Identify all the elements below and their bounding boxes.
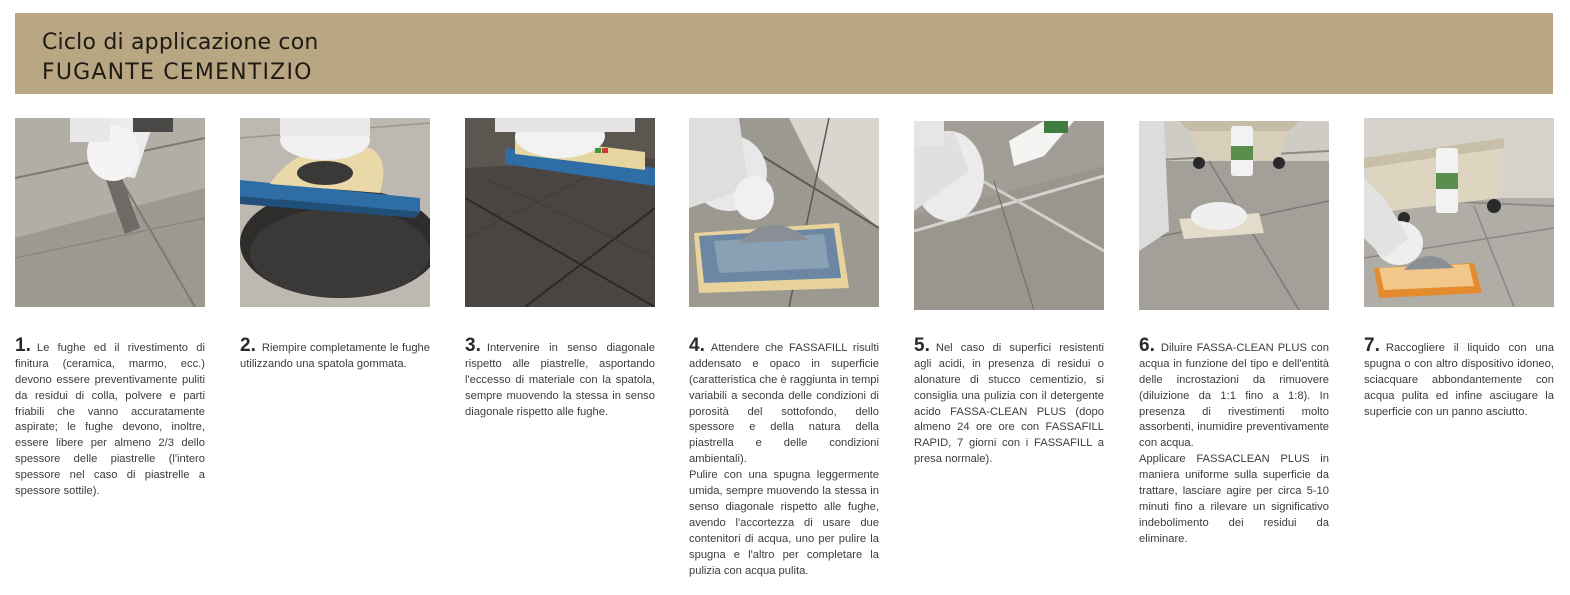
header-title-line2: FUGANTE CEMENTIZIO	[42, 60, 313, 85]
step-3-text	[465, 324, 655, 420]
step-6-body: Diluire FASSA-CLEAN PLUS con acqua in funzione del tipo e dell'entità delle incrostazioni da rimuovere (diluizione da 1:1 fino a 1:8). In presenza di rivestimenti molto assorbenti, inumidire preventivamente con acqua.	[1139, 341, 1329, 450]
step-1-body: Le fughe ed il rivestimento di finitura (ceramica, marmo, ecc.) devono essere preventivamente puliti da residui di colla, polvere e parti friabili che vanno accuratamente aspirate; le fughe devono, inoltre, essere libere per almeno 2/3 dello spessore delle piastrelle (l'intero spessore nel caso di piastrelle a spessore sottile).	[15, 341, 205, 498]
step-4-number: 4.	[689, 334, 705, 356]
header-title-line1: Ciclo di applicazione con	[42, 30, 319, 55]
step-5-number: 5.	[914, 334, 930, 356]
step-7-photo	[1364, 118, 1554, 307]
header-banner	[15, 13, 1553, 94]
step-2-text	[240, 324, 430, 373]
step-4-body: Attendere che FASSAFILL risulti addensato e opaco in superficie (caratteristica che è raggiunta in tempi variabili a seconda delle condizioni di porosità del sottofondo, dello spessore e della natura della piastrella e delle condizioni ambientali).	[689, 341, 879, 466]
step-5-text	[914, 324, 1104, 468]
step-3-number: 3.	[465, 334, 481, 356]
step-5-body: Nel caso di superfici resistenti agli acidi, in presenza di residui o alonature di stucco cementizio, si consiglia una pulizia con il detergente acido FASSA-CLEAN PLUS (dopo almeno 24 ore ore con FASSAFILL RAPID, 7 giorni con i FASSAFILL a presa normale).	[914, 341, 1104, 466]
step-4-photo	[689, 118, 879, 307]
step-3-body: Intervenire in senso diagonale rispetto alle piastrelle, asportando l'eccesso di materiale con la spatola, sempre muovendo la stessa in senso diagonale rispetto alle fughe.	[465, 341, 655, 418]
step-6-text	[1139, 324, 1329, 564]
step-2-number: 2.	[240, 334, 256, 356]
step-4-body-2: Pulire con una spugna leggermente umida, sempre muovendo la stessa in senso diagonale rispetto alle fughe, avendo l'accortezza di usare due contenitori di acqua, uno per pulire la spugna e l'altro per completare la pulizia con acqua pulita.	[689, 469, 879, 577]
step-3-photo	[465, 118, 655, 307]
step-7-number: 7.	[1364, 334, 1380, 356]
step-1-number: 1.	[15, 334, 31, 356]
step-7-body: Raccogliere il liquido con una spugna o con altro dispositivo idoneo, sciacquare abbondantemente con acqua pulita ed infine asciugare la superficie con un panno asciutto.	[1364, 341, 1554, 418]
step-6-body-2: Applicare FASSACLEAN PLUS in maniera uniforme sulla superficie da trattare, lasciare agire per circa 5-10 minuti fino a rilevare un significativo indebolimento dei residui da eliminare.	[1139, 453, 1329, 545]
step-1-text	[15, 324, 205, 500]
step-2-photo	[240, 118, 430, 307]
step-4-text	[689, 324, 879, 595]
step-5-photo	[914, 121, 1104, 310]
step-2-body: Riempire completamente le fughe utilizzando una spatola gommata.	[240, 341, 430, 370]
step-1-photo	[15, 118, 205, 307]
step-6-number: 6.	[1139, 334, 1155, 356]
step-6-photo	[1139, 121, 1329, 310]
step-7-text	[1364, 324, 1554, 420]
